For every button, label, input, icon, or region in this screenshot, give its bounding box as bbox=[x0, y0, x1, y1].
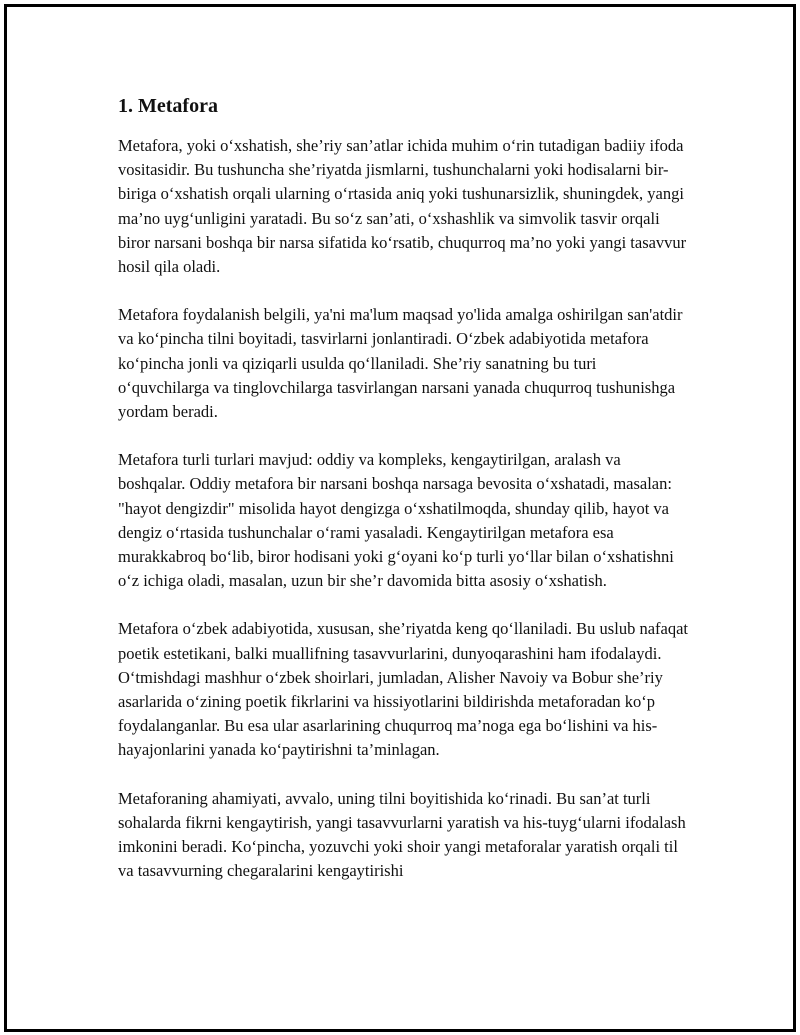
section-heading: 1. Metafora bbox=[118, 95, 218, 117]
paragraph-4: Metafora o‘zbek adabiyotida, xususan, she’riyatda keng qo‘llaniladi. Bu uslub nafaqat poetik estetikani, balki muallifning tasavvurlarini, dunyoqarashini ham ifodalaydi. O‘tmishdagi mashhur o‘zbek shoirlari, jumladan, Alisher Navoiy va Bobur she’riy asarlarida o‘zining poetik fikrlarini va hissiyotlarini bildirishda metaforadan ko‘p foydalanganlar. Bu esa ular asarlarining chuqurroq ma’noga ega bo‘lishini va his-hayajonlarini yanada ko‘paytirishni ta’minlagan. bbox=[118, 619, 688, 760]
paragraph-2: Metafora foydalanish belgili, ya'ni ma'lum maqsad yo'lida amalga oshirilgan san'atdir va ko‘pincha tilni boyitadi, tasvirlarni jonlantiradi. O‘zbek adabiyotida metafora ko‘pincha jonli va qiziqarli usulda qo‘llaniladi. She’riy sanatning bu turi o‘quvchilarga va tinglovchilarga tasvirlangan narsani yanada chuqurroq tushunishga yordam beradi. bbox=[118, 305, 683, 422]
paragraph-5: Metaforaning ahamiyati, avvalo, uning tilni boyitishida ko‘rinadi. Bu san’at turli sohalarda fikrni kengaytirish, yangi tasavvurlarni yaratish va his-tuyg‘ularni ifodalash imkonini beradi. Ko‘pincha, yozuvchi yoki shoir yangi metaforalar yaratish orqali til va tasavvurning chegaralarini kengaytirishi bbox=[118, 788, 686, 881]
paragraph-3: Metafora turli turlari mavjud: oddiy va kompleks, kengaytirilgan, aralash va boshqalar. Oddiy metafora bir narsani boshqa narsaga bevosita o‘xshatadi, masalan: "hayot dengizdir" misolida hayot dengizga o‘xshatilmoqda, shunday qilib, hayot va dengiz o‘rtasida tushunchalar o‘rami yasaladi. Kengaytirilgan metafora esa murakkabroq bo‘lib, biror hodisani yoki g‘oyani ko‘p turli yo‘llar bilan o‘xshatishni o‘z ichiga oladi, masalan, uzun bir she’r davomida bitta asosiy o‘xshatish. bbox=[118, 450, 674, 591]
paragraph-1: Metafora, yoki o‘xshatish, she’riy san’atlar ichida muhim o‘rin tutadigan badiiy ifoda vositasidir. Bu tushuncha she’riyatda jismlarni, tushunchalarni yoki hodisalarni bir-biriga o‘xshatish orqali ularning o‘rtasida aniq yoki tushunarsizlik, shuningdek, yangi ma’no uyg‘unligini yaratadi. Bu so‘z san’ati, o‘xshashlik va simvolik tasvir orqali biror narsani boshqa bir narsa sifatida ko‘rsatib, chuqurroq ma’no yoki yangi tasavvur hosil qila oladi. bbox=[118, 136, 687, 277]
document-body bbox=[118, 92, 688, 907]
